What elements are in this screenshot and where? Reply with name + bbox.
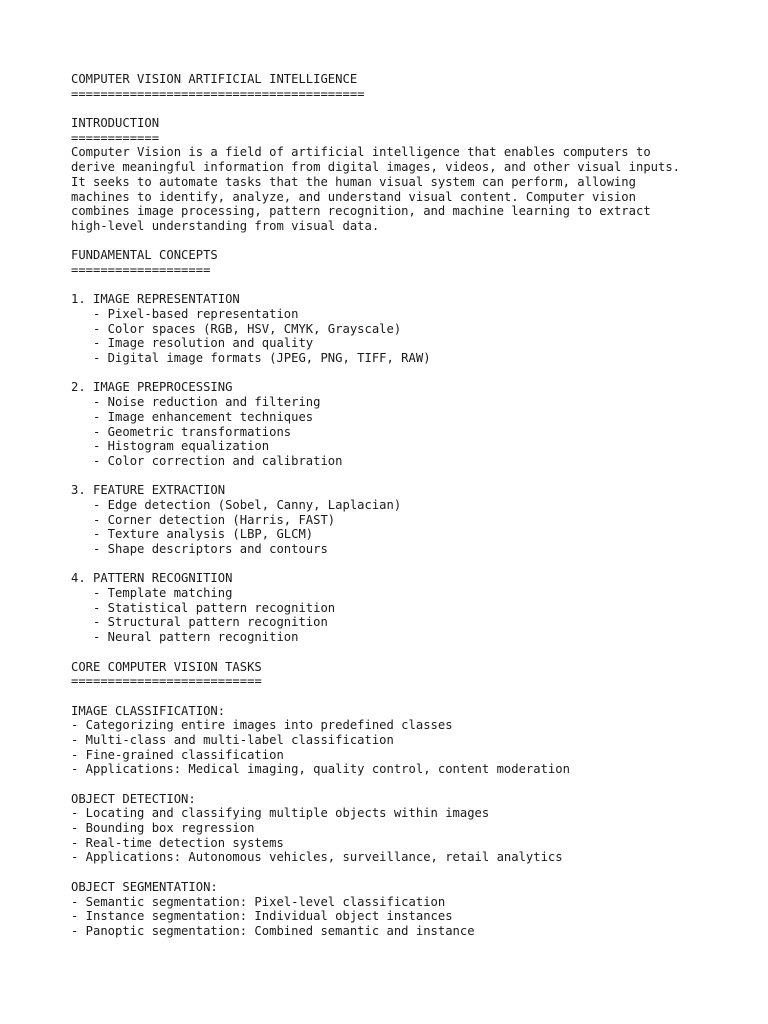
spacer xyxy=(71,278,751,293)
task-title: OBJECT SEGMENTATION: xyxy=(71,879,218,894)
list-item: - Color correction and calibration xyxy=(71,453,343,468)
spacer xyxy=(71,557,751,572)
list-item: - Histogram equalization xyxy=(71,439,270,454)
section-heading-core-tasks: CORE COMPUTER VISION TASKS xyxy=(71,659,262,674)
spacer xyxy=(71,469,751,484)
concept-title: 3. FEATURE EXTRACTION xyxy=(71,483,226,498)
list-item: - Noise reduction and filtering xyxy=(71,395,321,410)
list-item: - Digital image formats (JPEG, PNG, TIFF, RAW) xyxy=(71,351,431,366)
spacer xyxy=(71,645,751,660)
paragraph-line: high-level understanding from visual data. xyxy=(71,218,380,233)
list-item: - Real-time detection systems xyxy=(71,835,284,850)
concept-title: 2. IMAGE PREPROCESSING xyxy=(71,380,233,395)
paragraph-line: machines to identify, analyze, and understand visual content. Computer vision xyxy=(71,189,636,204)
list-item: - Categorizing entire images into predefined classes xyxy=(71,718,453,733)
list-item: - Panoptic segmentation: Combined semantic and instance xyxy=(71,923,475,938)
spacer xyxy=(71,777,751,792)
spacer xyxy=(71,865,751,880)
paragraph-line: combines image processing, pattern recognition, and machine learning to extract xyxy=(71,204,651,219)
section-rule: =================== xyxy=(71,262,211,277)
section-heading-introduction: INTRODUCTION xyxy=(71,116,160,131)
section-rule: ========================== xyxy=(71,674,262,689)
spacer xyxy=(71,689,751,704)
document-body xyxy=(71,72,751,939)
list-item: - Statistical pattern recognition xyxy=(71,600,336,615)
list-item: - Pixel-based representation xyxy=(71,307,299,321)
section-heading-fundamentals: FUNDAMENTAL CONCEPTS xyxy=(71,248,218,263)
list-item: - Structural pattern recognition xyxy=(71,615,328,630)
list-item: - Bounding box regression xyxy=(71,821,255,836)
list-item: - Shape descriptors and contours xyxy=(71,542,328,556)
list-item: - Instance segmentation: Individual object instances xyxy=(71,909,453,924)
section-rule: ============ xyxy=(71,130,160,145)
list-item: - Geometric transformations xyxy=(71,424,292,439)
task-title: OBJECT DETECTION: xyxy=(71,791,196,806)
list-item: - Corner detection (Harris, FAST) xyxy=(71,512,336,527)
concept-title: 4. PATTERN RECOGNITION xyxy=(71,571,233,586)
list-item: - Multi-class and multi-label classification xyxy=(71,732,394,747)
spacer xyxy=(71,101,751,116)
concept-title: 1. IMAGE REPRESENTATION xyxy=(71,292,240,307)
paragraph-line: derive meaningful information from digital images, videos, and other visual inputs. xyxy=(71,160,681,175)
list-item: - Texture analysis (LBP, GLCM) xyxy=(71,527,314,542)
document-title: COMPUTER VISION ARTIFICIAL INTELLIGENCE xyxy=(71,72,358,86)
spacer xyxy=(71,234,751,249)
list-item: - Semantic segmentation: Pixel-level classification xyxy=(71,894,446,909)
list-item: - Fine-grained classification xyxy=(71,747,284,762)
task-title: IMAGE CLASSIFICATION: xyxy=(71,703,226,718)
list-item: - Image resolution and quality xyxy=(71,336,314,351)
list-item: - Neural pattern recognition xyxy=(71,630,299,645)
list-item: - Color spaces (RGB, HSV, CMYK, Grayscale) xyxy=(71,321,402,336)
list-item: - Locating and classifying multiple objects within images xyxy=(71,806,490,821)
paragraph-line: Computer Vision is a field of artificial intelligence that enables computers to xyxy=(71,145,651,160)
spacer xyxy=(71,366,751,381)
list-item: - Edge detection (Sobel, Canny, Laplacian) xyxy=(71,497,402,512)
list-item: - Image enhancement techniques xyxy=(71,409,314,424)
list-item: - Applications: Autonomous vehicles, surveillance, retail analytics xyxy=(71,850,563,865)
list-item: - Template matching xyxy=(71,586,233,601)
title-rule: ======================================== xyxy=(71,86,365,101)
paragraph-line: It seeks to automate tasks that the human visual system can perform, allowing xyxy=(71,174,636,189)
list-item: - Applications: Medical imaging, quality control, content moderation xyxy=(71,762,570,777)
